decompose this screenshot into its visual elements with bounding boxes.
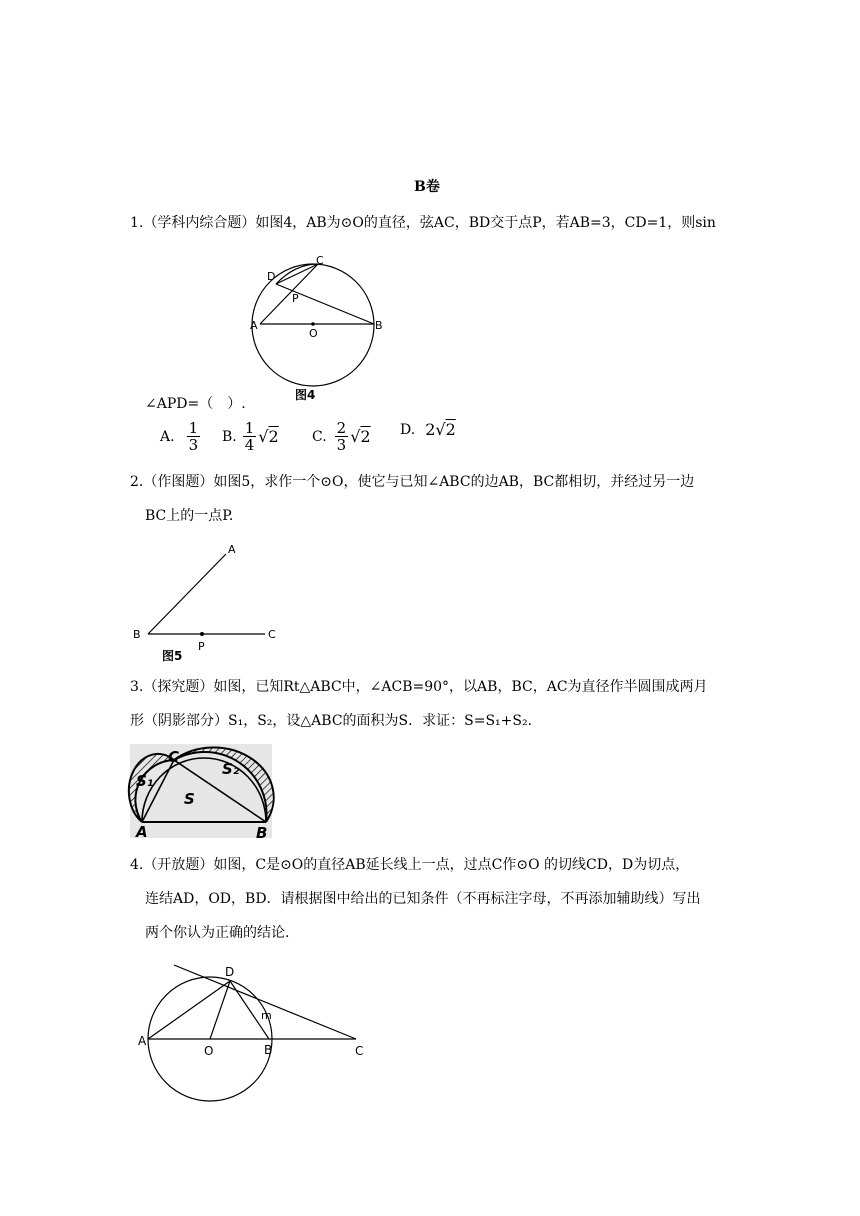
option-b-label: B. <box>222 428 237 445</box>
chord-dc <box>276 264 318 284</box>
label-s: S <box>184 790 195 808</box>
q1-text-line1: 1.（学科内综合题）如图4，AB为⊙O的直径，弦AC，BD交于点P，若AB=3，CD=1，则sin <box>130 215 716 231</box>
segment-ad <box>148 981 230 1039</box>
label-a: A <box>250 319 258 332</box>
option-c-radicand: 2 <box>360 427 371 446</box>
option-b-fraction <box>243 420 257 453</box>
option-c-denominator: 3 <box>336 436 347 454</box>
label-c: C <box>316 254 324 267</box>
ray-ba <box>148 554 226 634</box>
figure-4-circle-diagram <box>240 252 400 404</box>
option-a-denominator: 3 <box>188 436 199 454</box>
option-b-denominator: 4 <box>244 436 255 454</box>
option-d-sqrt: √2 <box>435 420 456 439</box>
figure-lunes-diagram <box>126 742 276 840</box>
option-c-fraction <box>335 420 349 453</box>
option-b <box>222 420 279 453</box>
label-c: C <box>355 1044 364 1058</box>
q2-text-line2: BC上的一点P. <box>145 508 234 524</box>
option-c-label: C. <box>312 428 327 445</box>
figure-4-caption: 图4 <box>295 388 316 402</box>
figure-5-caption: 图5 <box>162 649 183 662</box>
figure-5-angle-diagram <box>128 540 288 662</box>
q2-text-line1: 2.（作图题）如图5，求作一个⊙O，使它与已知∠ABC的边AB，BC都相切，并经过另一边 <box>130 474 695 490</box>
q3-text-line2: 形（阴影部分）S₁，S₂，设△ABC的面积为S．求证：S=S₁+S₂. <box>130 713 533 729</box>
label-a: A <box>138 1034 147 1048</box>
option-b-radicand: 2 <box>268 427 279 446</box>
option-a-fraction <box>187 420 201 453</box>
chord-bd <box>276 284 374 324</box>
label-b: B <box>264 1043 273 1057</box>
option-d-radicand: 2 <box>445 420 456 439</box>
figure-tangent-diagram <box>130 955 380 1125</box>
option-b-sqrt: √2 <box>258 427 279 446</box>
option-a-numerator: 1 <box>188 419 199 437</box>
label-s2: S₂ <box>222 760 240 778</box>
label-p: P <box>198 640 205 653</box>
label-b: B <box>133 628 141 641</box>
label-o: O <box>204 1044 214 1058</box>
option-c-sqrt: √2 <box>350 427 371 446</box>
label-a: A <box>228 543 236 556</box>
label-b: B <box>375 319 383 332</box>
q1-text-line2: ∠APD=（ ）. <box>145 396 246 412</box>
option-a <box>160 420 202 453</box>
label-b: B <box>256 824 268 840</box>
point-p <box>200 632 204 636</box>
label-d: D <box>225 965 235 979</box>
segment-od <box>210 981 230 1039</box>
q4-text-line1: 4.（开放题）如图，C是⊙O的直径AB延长线上一点，过点C作⊙O 的切线CD，D为切点， <box>130 857 690 873</box>
option-d-coefficient: 2 <box>425 420 436 439</box>
option-d <box>400 420 456 439</box>
center-point <box>311 322 315 326</box>
label-c: C <box>168 748 180 766</box>
q3-text-line1: 3.（探究题）如图，已知Rt△ABC中，∠ACB=90°，以AB，BC，AC为直径作半圆围成两月 <box>130 679 708 695</box>
label-s1: S₁ <box>136 772 154 790</box>
label-o: O <box>309 327 318 340</box>
option-b-numerator: 1 <box>244 419 255 437</box>
label-p: P <box>292 292 299 305</box>
q4-text-line2: 连结AD，OD，BD．请根据图中给出的已知条件（不再标注字母，不再添加辅助线）写出 <box>145 891 701 907</box>
option-c <box>312 420 371 453</box>
label-d: D <box>267 270 276 283</box>
option-c-numerator: 2 <box>336 419 347 437</box>
q4-text-line3: 两个你认为正确的结论. <box>145 925 290 941</box>
option-a-label: A. <box>160 428 175 445</box>
label-m: m <box>261 1009 272 1022</box>
option-d-label: D. <box>400 421 416 438</box>
label-c: C <box>268 628 276 641</box>
label-a: A <box>136 823 148 840</box>
section-title: B卷 <box>414 179 440 195</box>
